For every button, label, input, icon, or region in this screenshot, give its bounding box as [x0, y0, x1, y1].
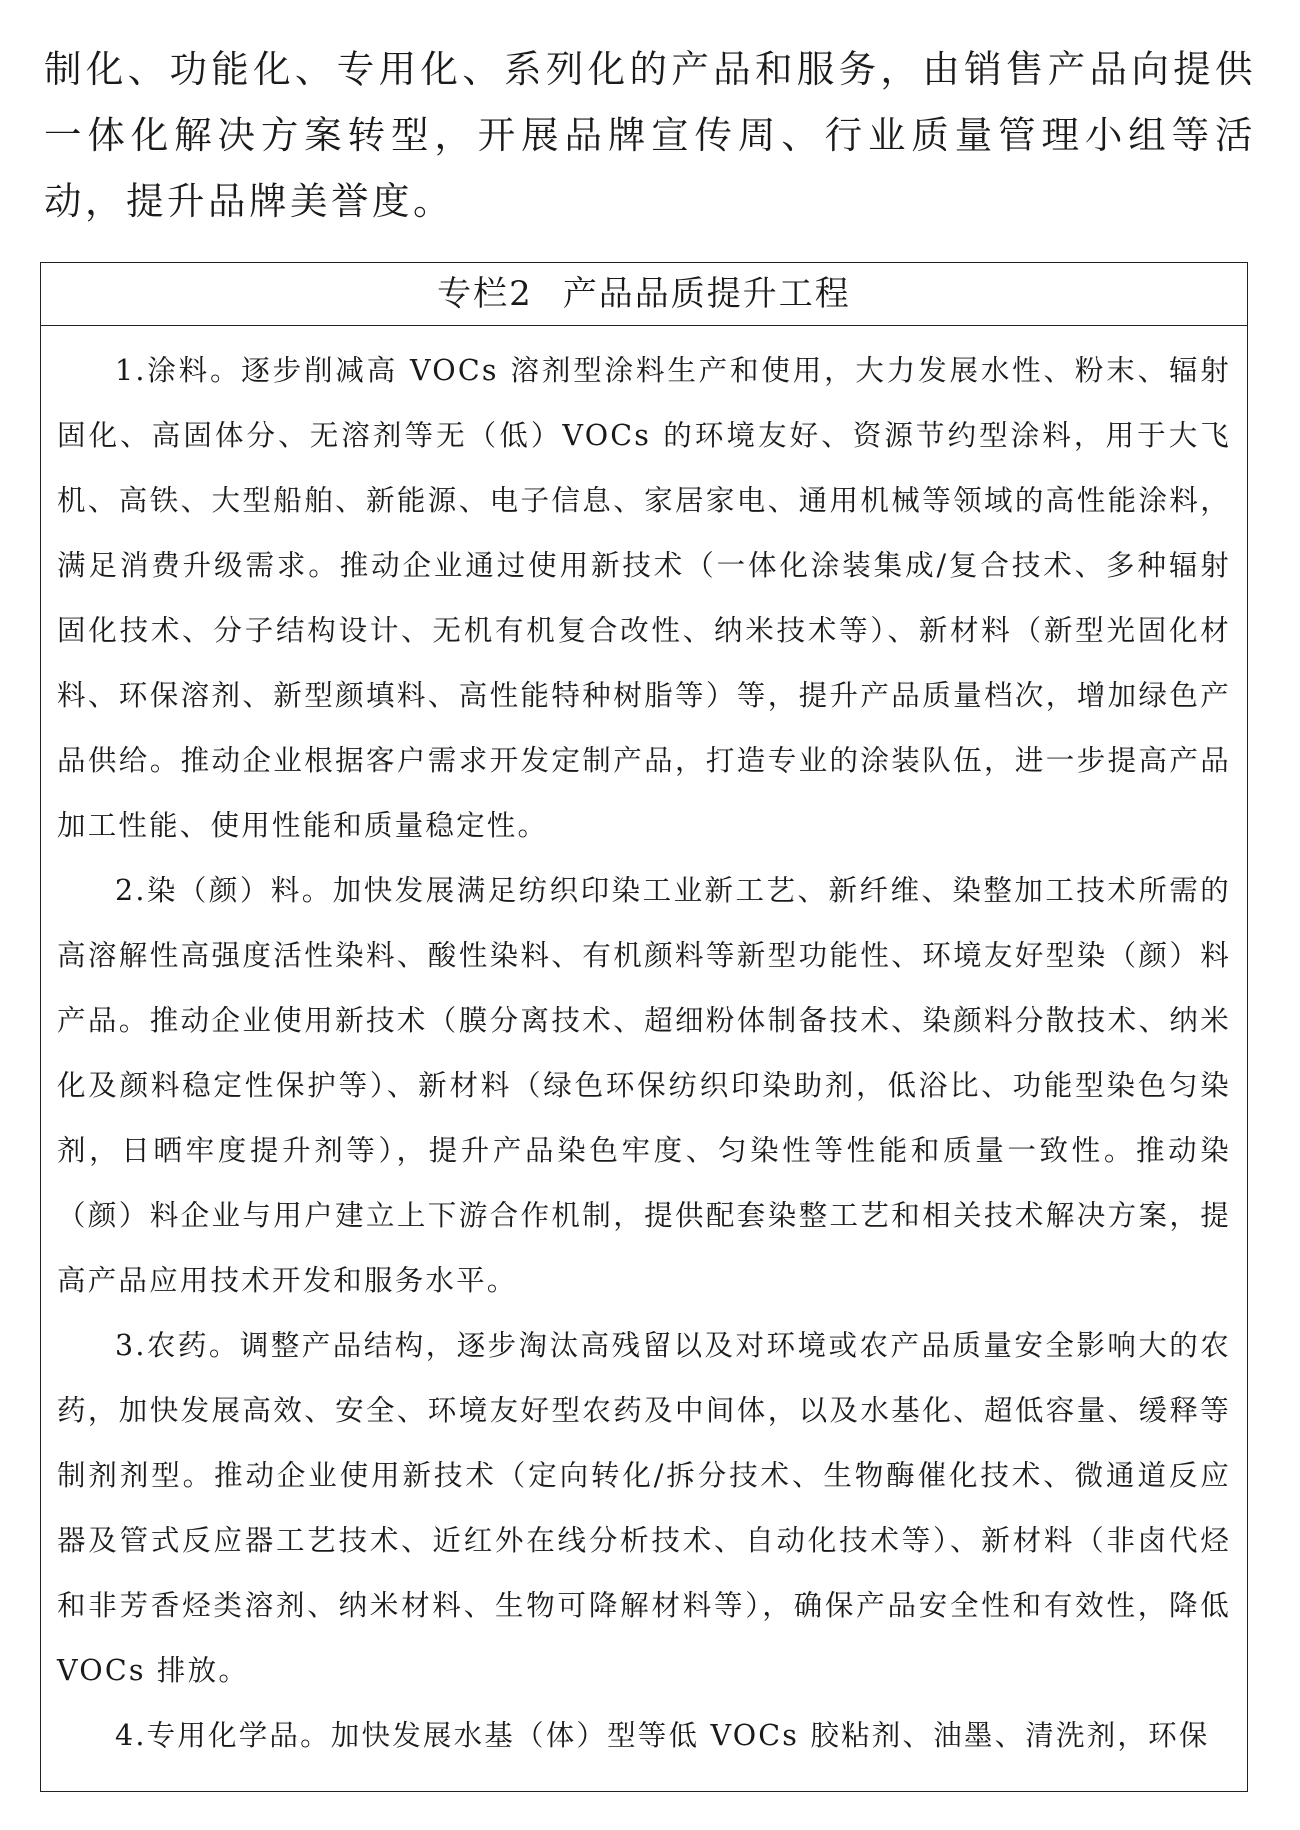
column-box [40, 262, 1248, 1792]
item-dyes-pigments: 2.染（颜）料。加快发展满足纺织印染工业新工艺、新纤维、染整加工技术所需的高溶解性高强度活性染料、酸性染料、有机颜料等新型功能性、环境友好型染（颜）料产品。推动企业使用新技术（膜分离技术、超细粉体制备技术、染颜料分散技术、纳米化及颜料稳定性保护等）、新材料（绿色环保纺织印染助剂，低浴比、功能型染色匀染剂，日晒牢度提升剂等），提升产品染色牢度、匀染性等性能和质量一致性。推动染（颜）料企业与用户建立上下游合作机制，提供配套染整工艺和相关技术解决方案，提高产品应用技术开发和服务水平。 [57, 874, 1231, 1297]
item-pesticides: 3.农药。调整产品结构，逐步淘汰高残留以及对环境或农产品质量安全影响大的农药，加快发展高效、安全、环境友好型农药及中间体，以及水基化、超低容量、缓释等制剂剂型。推动企业使用新技术（定向转化/拆分技术、生物酶催化技术、微通道反应器及管式反应器工艺技术、近红外在线分析技术、自动化技术等）、新材料（非卤代烃和非芳香烃类溶剂、纳米材料、生物可降解材料等），确保产品安全性和有效性，降低 VOCs 排放。 [57, 1329, 1231, 1687]
column-box-title-text: 产品品质提升工程 [562, 274, 851, 314]
column-box-title [41, 263, 1247, 326]
item-coatings: 1.涂料。逐步削减高 VOCs 溶剂型涂料生产和使用，大力发展水性、粉末、辐射固化、高固体分、无溶剂等无（低）VOCs 的环境友好、资源节约型涂料，用于大飞机、高铁、大型船舶、新能源、电子信息、家居家电、通用机械等领域的高性能涂料，满足消费升级需求。推动企业通过使用新技术（一体化涂装集成/复合技术、多种辐射固化技术、分子结构设计、无机有机复合改性、纳米技术等）、新材料（新型光固化材料、环保溶剂、新型颜填料、高性能特种树脂等）等，提升产品质量档次，增加绿色产品供给。推动企业根据客户需求开发定制产品，打造专业的涂装队伍，进一步提高产品加工性能、使用性能和质量稳定性。 [57, 354, 1231, 842]
column-box-title-number: 专栏2 [437, 274, 533, 314]
intro-paragraph: 制化、功能化、专用化、系列化的产品和服务，由销售产品向提供一体化解决方案转型，开展品牌宣传周、行业质量管理小组等活动，提升品牌美誉度。 [44, 47, 1256, 223]
column-box-body [41, 326, 1247, 1768]
item-specialty-chemicals: 4.专用化学品。加快发展水基（体）型等低 VOCs 胶粘剂、油墨、清洗剂，环保 [115, 1719, 1210, 1752]
